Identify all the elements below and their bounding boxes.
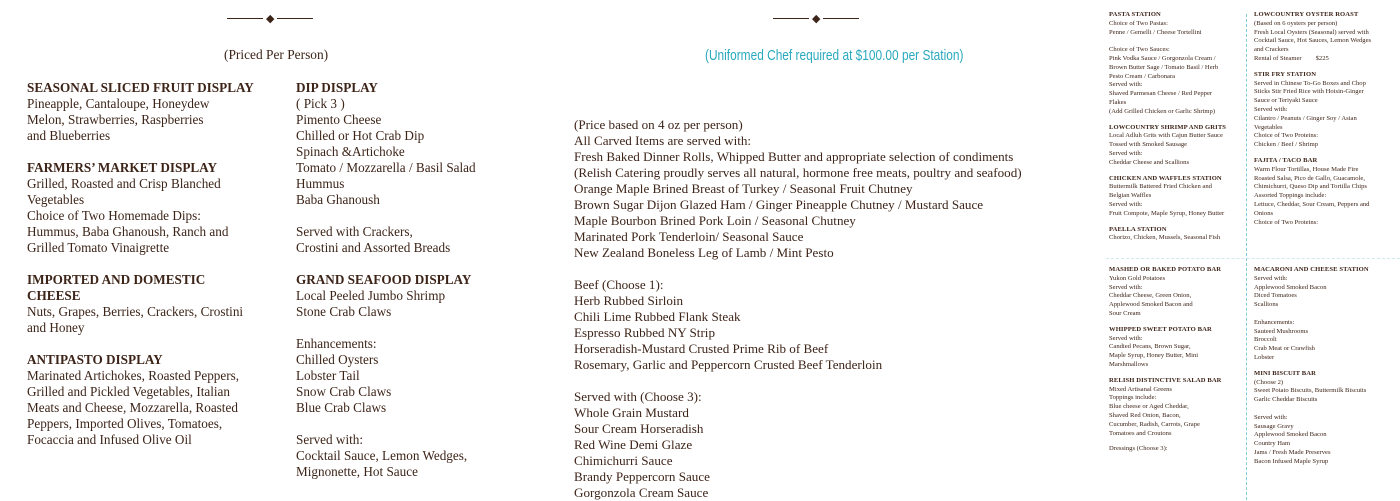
menu-item-text: Mignonette, Hot Sauce — [296, 464, 418, 479]
station-title: RELISH DISTINCTIVE SALAD BAR — [1109, 376, 1222, 384]
station-text: Chimichurri, Queso Dip and Tortilla Chips — [1254, 183, 1367, 191]
station-text: (Based on 6 oysters per person) — [1254, 19, 1338, 27]
station-title: MACARONI AND CHEESE STATION — [1254, 266, 1369, 273]
menu-item-text: Crostini and Assorted Breads — [296, 240, 451, 255]
station-text: Pink Vodka Sauce / Gorgonzola Cream / — [1109, 54, 1216, 62]
station-text: Marshmallows — [1109, 360, 1149, 368]
menu-item-text: Grilled Tomato Vinaigrette — [27, 240, 170, 255]
carving-item-text: (Relish Catering proudly serves all natural, hormone free meats, poultry and seafood) — [574, 165, 1022, 180]
menu-item-text: Stone Crab Claws — [296, 304, 392, 319]
menu-item-text: Pimento Cheese — [296, 112, 382, 127]
station-text: Local Adluh Grits with Cajun Butter Sauce — [1109, 132, 1223, 140]
station-text: Maple Syrup, Honey Butter, Mini — [1109, 352, 1199, 360]
menu-item-text: Baba Ghanoush — [296, 192, 380, 207]
station-text: Cilantro / Peanuts / Ginger Soy / Asian — [1254, 114, 1357, 122]
menu-section — [296, 272, 526, 320]
menu-item-text: Cocktail Sauce, Lemon Wedges, — [296, 448, 468, 463]
column-divider — [1246, 14, 1247, 500]
menu-item-text: Choice of Two Homemade Dips: — [27, 208, 201, 223]
menu-item-text: Hummus — [296, 176, 345, 191]
menu-item-text: Vegetables — [27, 192, 85, 207]
station-text: Crab Meat or Crawfish — [1254, 345, 1315, 353]
menu-section — [27, 272, 259, 336]
station-text: Diced Tomatoes — [1254, 292, 1297, 300]
carving-item-text: Horseradish-Mustard Crusted Prime Rib of Beef — [574, 341, 829, 356]
menu-item-text: Grilled, Roasted and Crisp Blanched — [27, 176, 221, 191]
carving-item-text: Red Wine Demi Glaze — [574, 437, 693, 452]
stations-bottom-left — [1109, 266, 1241, 500]
station-text: Roasted Salsa, Pico de Gallo, Guacamole, — [1254, 174, 1365, 182]
priced-per-person-note: (Priced Per Person) — [224, 47, 329, 62]
section-title: DIP DISPLAY — [296, 80, 378, 95]
station-text: Onions — [1254, 209, 1274, 217]
station-text: Sticks Stir Fried Rice with Hoisin-Ginger — [1254, 88, 1364, 96]
station-text: Cocktail Sauce, Hot Sauces, Lemon Wedges — [1254, 37, 1372, 45]
station-text: Served with: — [1109, 149, 1143, 157]
station-title: FAJITA / TACO BAR — [1254, 156, 1318, 164]
menu-item-text: and Blueberries — [27, 128, 111, 143]
menu-item-text: Spinach &Artichoke — [296, 144, 405, 159]
station-section — [1254, 11, 1394, 64]
station-text: Tomatoes and Croutons — [1109, 429, 1172, 437]
menu-section — [296, 224, 526, 256]
menu-section — [27, 80, 259, 144]
station-text: Lettuce, Cheddar, Sour Cream, Peppers and — [1254, 200, 1370, 208]
menu-section — [27, 352, 259, 448]
station-text: Jams / Fresh Made Preserves — [1254, 448, 1331, 456]
station-text: Scallions — [1254, 301, 1279, 309]
station-text: Sour Cream — [1109, 309, 1141, 317]
menu-item-text: Chilled Oysters — [296, 352, 379, 367]
menu-item-text: Peppers, Imported Olives, Tomatoes, — [27, 416, 223, 431]
station-text: Broccoli — [1254, 336, 1277, 344]
menu-item-text: Meats and Cheese, Mozzarella, Roasted — [27, 400, 238, 415]
section-title: GRAND SEAFOOD DISPLAY — [296, 272, 472, 287]
station-text: Flakes — [1109, 98, 1127, 106]
station-text: Assorted Toppings include: — [1254, 192, 1327, 200]
station-text: Cheddar Cheese, Green Onion, — [1109, 292, 1192, 300]
rental-label: Rental of Steamer — [1254, 54, 1302, 62]
station-title: STIR FRY STATION — [1254, 70, 1317, 78]
station-text: Tossed with Smoked Sausage — [1109, 141, 1188, 149]
station-text: Choice of Two Sauces: — [1109, 46, 1170, 54]
menu-item-text: Local Peeled Jumbo Shrimp — [296, 288, 446, 303]
menu-item-text: Enhancements: — [296, 336, 377, 351]
menu-item-text: Marinated Artichokes, Roasted Peppers, — [27, 368, 240, 383]
stations-top-left — [1109, 11, 1241, 247]
station-text: Cheddar Cheese and Scallions — [1109, 158, 1190, 166]
station-title: WHIPPED SWEET POTATO BAR — [1109, 325, 1212, 333]
station-text: Served with: — [1109, 334, 1143, 342]
station-text: Sauce or Teriyaki Sauce — [1254, 97, 1318, 105]
carving-item-text: (Price based on 4 oz per person) — [574, 117, 743, 132]
section-title: IMPORTED AND DOMESTIC CHEESE — [27, 272, 206, 303]
menu-column-left — [27, 80, 259, 464]
station-text: Yukon Gold Potatoes — [1109, 274, 1166, 282]
station-text: Served with: — [1109, 283, 1143, 291]
station-title: MINI BISCUIT BAR — [1254, 369, 1316, 377]
station-text: Lobster — [1254, 353, 1275, 361]
carving-item-text: Chili Lime Rubbed Flank Steak — [574, 309, 741, 324]
stations-bottom-right — [1254, 266, 1394, 500]
station-text: Toppings include: — [1109, 394, 1157, 402]
carving-item-text: Gorgonzola Cream Sauce — [574, 485, 709, 500]
station-text: (Choose 2) — [1254, 378, 1284, 386]
station-text: Fresh Local Oysters (Seasonal) served with — [1254, 28, 1369, 36]
row-divider — [1106, 258, 1400, 259]
carving-station-list — [574, 117, 1022, 501]
station-section — [1109, 326, 1241, 370]
station-text: and Crackers — [1254, 46, 1289, 54]
station-title: CHICKEN AND WAFFLES STATION — [1109, 174, 1222, 182]
station-text: Choice of Two Proteins: — [1254, 132, 1319, 140]
carving-item-text: Whole Grain Mustard — [574, 405, 689, 420]
station-section — [1254, 266, 1394, 363]
menu-item-text: Melon, Strawberries, Raspberries — [27, 112, 204, 127]
diamond-ornament-icon: ◆ — [812, 12, 821, 25]
section-title: ANTIPASTO DISPLAY — [27, 352, 163, 367]
ornament-divider-middle — [773, 13, 859, 24]
station-text: Shaved Parmesan Cheese / Red Pepper — [1109, 90, 1213, 98]
carving-item-text: Orange Maple Brined Breast of Turkey / Seasonal Fruit Chutney — [574, 181, 913, 196]
menu-item-text: Tomato / Mozzarella / Basil Salad — [296, 160, 476, 175]
station-text: Served with: — [1254, 105, 1288, 113]
menu-item-text: ( Pick 3 ) — [296, 96, 345, 111]
station-section — [1254, 370, 1394, 467]
station-title: PAELLA STATION — [1109, 225, 1167, 233]
menu-section — [296, 432, 526, 480]
station-text: Choice of Two Pastas: — [1109, 19, 1168, 27]
station-text: Sausage Gravy — [1254, 422, 1294, 430]
carving-item-text: Rosemary, Garlic and Peppercorn Crusted Beef Tenderloin — [574, 357, 883, 372]
station-title: PASTA STATION — [1109, 11, 1161, 18]
station-text: Belgian Waffles — [1109, 192, 1152, 200]
station-text: Enhancements: — [1254, 318, 1295, 326]
menu-item-text: Chilled or Hot Crab Dip — [296, 128, 425, 143]
station-text: Mixed Artisanal Greens — [1109, 385, 1172, 393]
menu-item-text: Nuts, Grapes, Berries, Crackers, Crostini — [27, 304, 244, 319]
station-text: Served in Chinese To-Go Boxes and Chop — [1254, 79, 1366, 87]
menu-item-text: Served with: — [296, 432, 364, 447]
station-section — [1109, 377, 1241, 439]
station-text: Served with: — [1254, 274, 1288, 282]
stations-top-right — [1254, 11, 1394, 247]
menu-item-text: Blue Crab Claws — [296, 400, 387, 415]
diamond-ornament-icon: ◆ — [266, 12, 275, 25]
carving-item-text: Brown Sugar Dijon Glazed Ham / Ginger Pineapple Chutney / Mustard Sauce — [574, 197, 984, 212]
station-text: Buttermilk Battered Fried Chicken and — [1109, 183, 1212, 191]
station-text: Shaved Red Onion, Bacon, — [1109, 411, 1181, 419]
menu-section — [296, 336, 526, 416]
station-section — [1109, 11, 1241, 117]
menu-item-text: Focaccia and Infused Olive Oil — [27, 432, 192, 447]
station-text: Served with: — [1254, 413, 1288, 421]
carving-item-text: Chimichurri Sauce — [574, 453, 673, 468]
station-section — [1109, 175, 1241, 219]
station-section — [1254, 157, 1394, 227]
carving-item-text: All Carved Items are served with: — [574, 133, 752, 148]
station-text: Vegetables — [1254, 123, 1283, 131]
station-text: Chicken / Beef / Shrimp — [1254, 141, 1319, 149]
station-section — [1254, 71, 1394, 150]
station-section — [1109, 124, 1241, 168]
station-text: Applewood Smoked Bacon — [1254, 431, 1327, 439]
station-text: Brown Butter Sage / Tomato Basil / Herb — [1109, 63, 1219, 71]
station-title: MASHED OR BAKED POTATO BAR — [1109, 266, 1222, 273]
station-text — [1254, 405, 1394, 414]
station-section — [1109, 226, 1241, 244]
station-title: LOWCOUNTRY SHRIMP AND GRITS — [1109, 123, 1227, 131]
station-section — [1109, 266, 1241, 319]
group-spacer — [574, 261, 1022, 277]
station-title: LOWCOUNTRY OYSTER ROAST — [1254, 11, 1359, 18]
station-text: Sauteed Mushrooms — [1254, 327, 1309, 335]
station-text: Fruit Compote, Maple Syrup, Honey Butter — [1109, 209, 1225, 217]
station-text: Dressings (Choose 3): — [1109, 445, 1168, 453]
rental-price: $225 — [1315, 54, 1329, 62]
group-spacer — [574, 373, 1022, 389]
station-text: Pesto Cream / Carbonara — [1109, 72, 1176, 80]
carving-item-text: New Zealand Boneless Leg of Lamb / Mint Pesto — [574, 245, 834, 260]
carving-item-text: Served with (Choose 3): — [574, 389, 702, 404]
section-title: FARMERS’ MARKET DISPLAY — [27, 160, 218, 175]
station-text: Warm Flour Tortillas, House Made Fire — [1254, 165, 1359, 173]
station-text: Cucumber, Radish, Carrots, Grape — [1109, 420, 1200, 428]
station-text: Served with: — [1109, 200, 1143, 208]
station-text: Garlic Cheddar Biscuits — [1254, 396, 1318, 404]
station-text: Penne / Gemelli / Cheese Tortellini — [1109, 28, 1202, 36]
menu-item-text: Grilled and Pickled Vegetables, Italian — [27, 384, 231, 399]
station-text: Applewood Smoked Bacon and — [1109, 301, 1193, 309]
menu-item-text: Snow Crab Claws — [296, 384, 392, 399]
station-text — [1254, 310, 1394, 319]
uniformed-chef-note: (Uniformed Chef required at $100.00 per Station) — [705, 48, 964, 64]
carving-item-text: Sour Cream Horseradish — [574, 421, 704, 436]
oyster-rental-line — [1254, 55, 1394, 64]
ornament-divider-left — [227, 13, 313, 24]
carving-item-text: Herb Rubbed Sirloin — [574, 293, 684, 308]
menu-item-text: Hummus, Baba Ghanoush, Ranch and — [27, 224, 229, 239]
menu-column-dips-seafood — [296, 80, 526, 496]
carving-item-text: Fresh Baked Dinner Rolls, Whipped Butter and appropriate selection of condiments — [574, 149, 1014, 164]
station-text: Country Ham — [1254, 440, 1291, 448]
station-text: (Add Grilled Chicken or Garlic Shrimp) — [1109, 107, 1216, 115]
menu-item-text: Pineapple, Cantaloupe, Honeydew — [27, 96, 210, 111]
carving-item-text: Maple Bourbon Brined Pork Loin / Seasonal Chutney — [574, 213, 856, 228]
station-text: Served with: — [1109, 81, 1143, 89]
station-text: Applewood Smoked Bacon — [1254, 283, 1327, 291]
menu-section — [296, 80, 526, 208]
menu-item-text: and Honey — [27, 320, 85, 335]
menu-item-text: Lobster Tail — [296, 368, 360, 383]
station-section — [1109, 445, 1241, 454]
section-title: SEASONAL SLICED FRUIT DISPLAY — [27, 80, 254, 95]
carving-item-text: Beef (Choose 1): — [574, 277, 664, 292]
station-text: Blue cheese or Aged Cheddar, — [1109, 403, 1189, 411]
station-text — [1109, 37, 1241, 46]
menu-section — [27, 160, 259, 256]
carving-item-text: Espresso Rubbed NY Strip — [574, 325, 715, 340]
menu-item-text: Served with Crackers, — [296, 224, 413, 239]
carving-item-text: Brandy Peppercorn Sauce — [574, 469, 710, 484]
station-text: Sweet Potato Biscuits, Buttermilk Biscuits — [1254, 387, 1367, 395]
carving-item-text: Marinated Pork Tenderloin/ Seasonal Sauce — [574, 229, 804, 244]
station-text: Chorizo, Chicken, Mussels, Seasonal Fish — [1109, 234, 1221, 242]
station-text: Choice of Two Proteins: — [1254, 218, 1319, 226]
station-text: Candied Pecans, Brown Sugar, — [1109, 343, 1191, 351]
station-text: Bacon Infused Maple Syrup — [1254, 457, 1329, 465]
